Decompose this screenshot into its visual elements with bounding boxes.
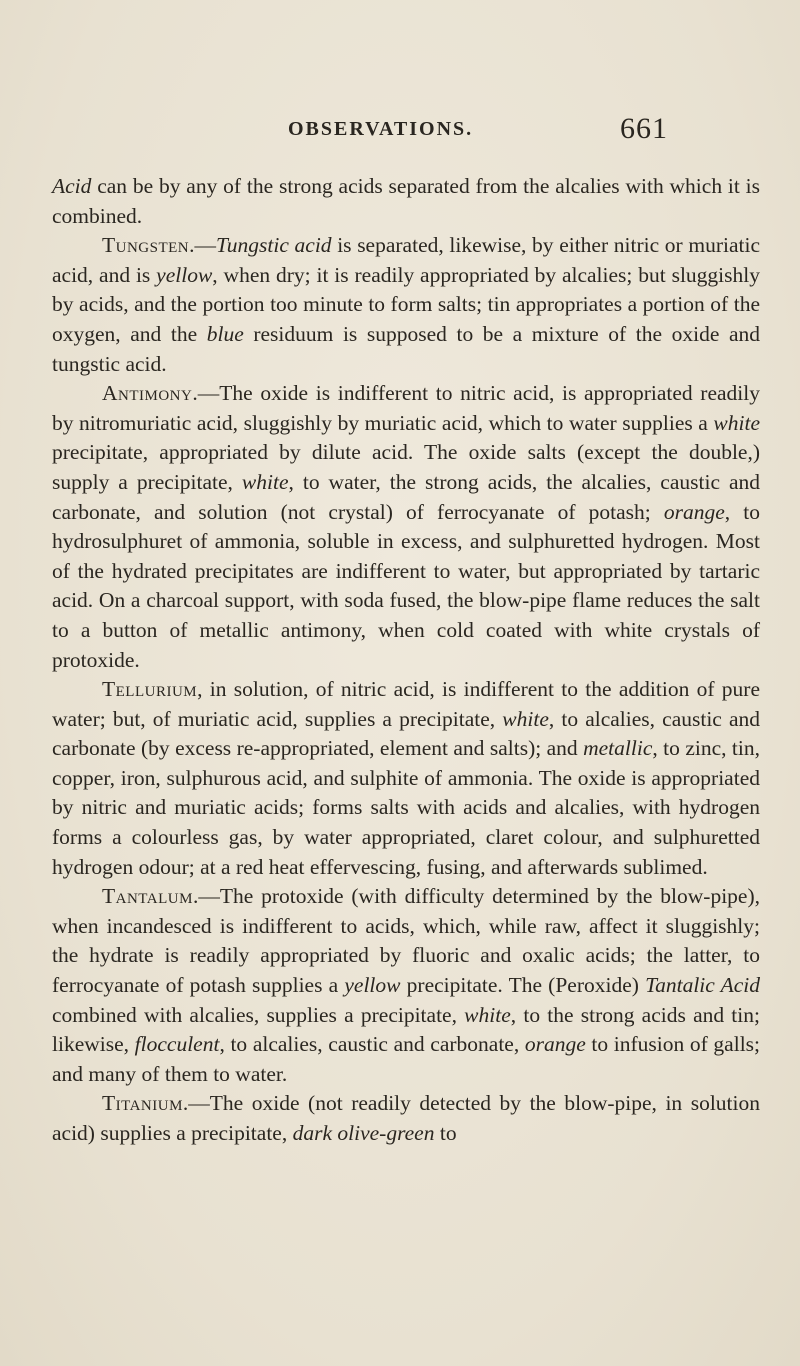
text-run: to infusion of galls; and many of them to water.	[52, 1032, 761, 1086]
text-run: , to the strong acids and tin; likewise,	[52, 1002, 760, 1057]
text-run: precipitate. The (Peroxide)	[400, 973, 646, 998]
running-title: OBSERVATIONS.	[288, 118, 474, 140]
text-run: is separated, likewise, by either nitric or muriatic acid, and is	[52, 233, 760, 287]
section-heading: Antimony	[102, 381, 193, 406]
section-heading: Titanium	[102, 1091, 183, 1116]
text-run: .—The oxide (not readily detected by the blow-pipe, in solution acid) supplies a precipitate,	[52, 1091, 760, 1145]
text-run: metallic	[583, 736, 653, 761]
text-run: residuum is supposed to be a mixture of the oxide and tungstic acid.	[52, 321, 760, 376]
text-run: white	[464, 1002, 511, 1027]
text-run: .—	[189, 233, 217, 258]
paragraph-tungsten	[52, 231, 760, 379]
paragraph-acid	[52, 172, 760, 231]
text-run: , to water, the strong acids, the alcalies, caustic and carbonate, and solution (not crystal) of ferrocyanate of potash;	[52, 469, 761, 524]
text-run: Tungstic acid	[216, 233, 332, 258]
text-run: .—The protoxide (with difficulty determined by the blow-pipe), when incandesced is indifferent to acids, which, while raw, affect it sluggishly; the hydrate is readily appropriated by fluoric and oxalic acids; the latter, to ferrocyanate of potash supplies a	[52, 884, 760, 998]
text-run: orange	[524, 1032, 586, 1057]
text-run: white	[502, 706, 549, 731]
text-run: Acid	[52, 174, 92, 198]
text-run: combined with alcalies, supplies a precipitate,	[52, 1002, 465, 1027]
section-heading: Tungsten	[102, 233, 190, 258]
paragraph-antimony	[52, 379, 760, 675]
paragraph-tantalum	[52, 882, 760, 1089]
text-run: , to hydrosulphuret of ammonia, soluble in excess, and sulphuretted hydrogen. Most of the hydrated precipitates are indifferent to water, but appropriated by tartaric acid. On a charcoal support, with soda fused, the blow-pipe flame reduces the salt to a button of metallic antimony, when cold coated with white crystals of protoxide.	[52, 499, 760, 672]
text-run: yellow	[156, 262, 213, 287]
section-heading: Tellurium	[102, 677, 198, 702]
text-run: dark olive-green	[292, 1121, 435, 1145]
text-run: blue	[206, 321, 244, 346]
text-run: to	[434, 1121, 457, 1145]
text-run: orange	[663, 499, 725, 524]
text-run: , when dry; it is readily appropriated by alcalies; but sluggishly by acids, and the portion too minute to form salts; tin appropriates a portion of the oxygen, and the	[52, 262, 760, 346]
text-run: can be by any of the strong acids separated from the alcalies with which it is combined.	[52, 174, 760, 228]
paragraph-titanium	[52, 1089, 760, 1148]
text-run: white	[241, 469, 289, 494]
page-number: 661	[620, 112, 668, 145]
text-run: flocculent	[134, 1032, 220, 1057]
text-run: precipitate, appropriated by dilute acid. The oxide salts (except the double,) supply a precipitate,	[52, 440, 760, 494]
text-run: , to zinc, tin, copper, iron, sulphurous acid, and sulphite of ammonia. The oxide is appropriated by nitric and muriatic acids; forms salts with acids and alcalies, with hydrogen forms a colourless gas, by water appropriated, claret colour, and sulphuretted hydrogen odour; at a red heat effervescing, fusing, and afterwards sublimed.	[52, 736, 761, 879]
running-head	[0, 112, 800, 148]
text-run: , to alcalies, caustic and carbonate (by excess re-appropriated, element and salts); and	[52, 706, 760, 761]
text-run: white	[713, 410, 760, 435]
text-run: , in solution, of nitric acid, is indifferent to the addition of pure water; but, of muriatic acid, supplies a precipitate,	[52, 677, 760, 731]
text-run: , to alcalies, caustic and carbonate,	[219, 1032, 525, 1057]
paragraph-tellurium	[52, 675, 760, 882]
text-run: yellow	[344, 973, 401, 998]
section-heading: Tantalum	[102, 884, 193, 909]
body-text	[52, 172, 760, 1149]
text-run: Tantalic Acid	[645, 973, 760, 998]
text-run: .—The oxide is indifferent to nitric acid, is appropriated readily by nitromuriatic acid, sluggishly by muriatic acid, which to water supplies a	[52, 381, 760, 435]
